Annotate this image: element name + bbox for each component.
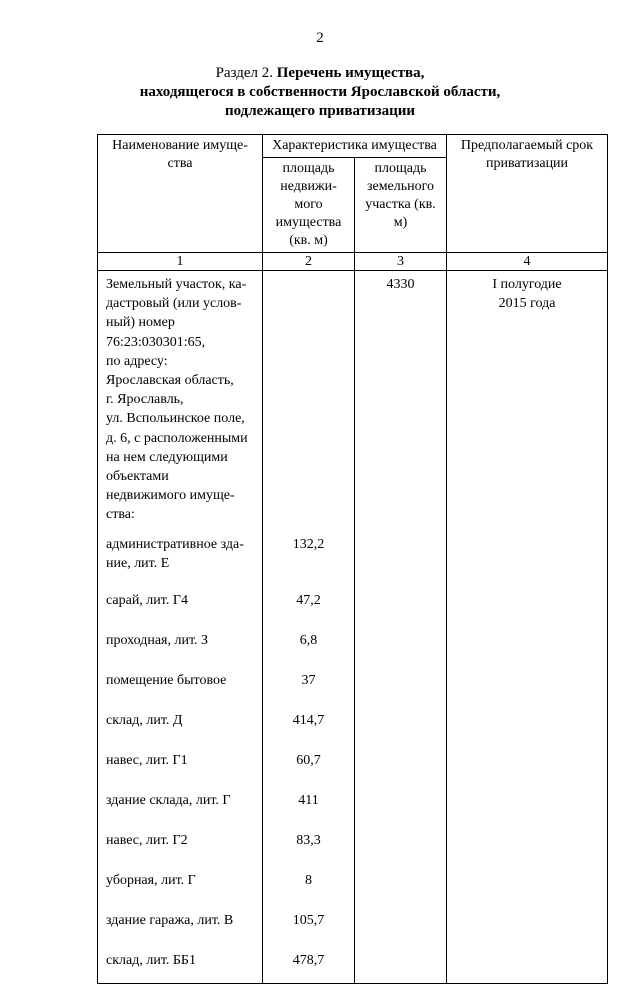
area-value: 83,3 xyxy=(296,832,321,848)
title-line-2: находящегося в собственности Ярославской области, xyxy=(139,84,501,100)
header-name: Наименование имуще-ства xyxy=(98,135,263,253)
section-title xyxy=(0,64,640,121)
area-value: 47,2 xyxy=(296,592,321,608)
section-prefix: Раздел 2. xyxy=(215,65,274,81)
list-item: навес, лит. Г2 xyxy=(106,832,188,848)
header-characteristics: Характеристика имущества xyxy=(263,135,447,158)
area-value: 478,7 xyxy=(292,952,325,968)
header-term: Предполагаемый срок приватизации xyxy=(447,135,608,253)
page-number: 2 xyxy=(316,30,324,46)
table-row xyxy=(98,271,608,984)
term-cell xyxy=(447,271,608,984)
list-item: помещение бытовое xyxy=(106,672,227,688)
area-value: 414,7 xyxy=(292,712,325,728)
land-area-value: 4330 xyxy=(386,277,415,292)
area-value: 6,8 xyxy=(299,632,318,648)
area-value: 60,7 xyxy=(296,752,321,768)
list-item: сарай, лит. Г4 xyxy=(106,592,188,608)
col-number-4: 4 xyxy=(447,253,608,271)
column-number-row xyxy=(98,253,608,271)
title-text-1: Перечень имущества, xyxy=(276,65,425,81)
building-area-cell xyxy=(263,271,355,984)
list-item: здание гаража, лит. В xyxy=(106,912,234,928)
area-value: 8 xyxy=(305,872,312,888)
term-value: I полугодие 2015 года xyxy=(492,277,562,312)
list-item: навес, лит. Г1 xyxy=(106,752,188,768)
header-area-land: площадь земельного участка (кв. м) xyxy=(355,158,447,253)
land-area-cell xyxy=(355,271,447,984)
list-item: склад, лит. ББ1 xyxy=(106,952,196,968)
col-number-3: 3 xyxy=(355,253,447,271)
names-cell xyxy=(98,271,263,984)
header-row-1 xyxy=(98,135,608,158)
list-item: уборная, лит. Г xyxy=(106,872,196,888)
area-value: 411 xyxy=(298,792,319,808)
list-item: проходная, лит. З xyxy=(106,632,209,648)
col-number-2: 2 xyxy=(263,253,355,271)
title-line-3: подлежащего приватизации xyxy=(224,103,416,119)
area-value: 37 xyxy=(301,672,316,688)
col-number-1: 1 xyxy=(98,253,263,271)
area-value: 105,7 xyxy=(292,912,325,928)
title-line-1 xyxy=(0,64,640,83)
list-item: здание склада, лит. Г xyxy=(106,792,231,808)
header-area-building: площадь недвижи-мого имущества (кв. м) xyxy=(263,158,355,253)
land-description: Земельный участок, ка- дастровый (или услов- ный) номер 76:23:030301:65, по адресу: Ярославская область, г. Ярославль, ул. Вспольинское поле, д. 6, с расположенными на нем следующими объектами недвижимого имуще- ства: xyxy=(106,277,248,523)
area-value: 132,2 xyxy=(292,536,325,552)
list-item: склад, лит. Д xyxy=(106,712,183,728)
list-item: административное зда- ние, лит. Е xyxy=(106,536,244,571)
property-table xyxy=(97,134,608,984)
